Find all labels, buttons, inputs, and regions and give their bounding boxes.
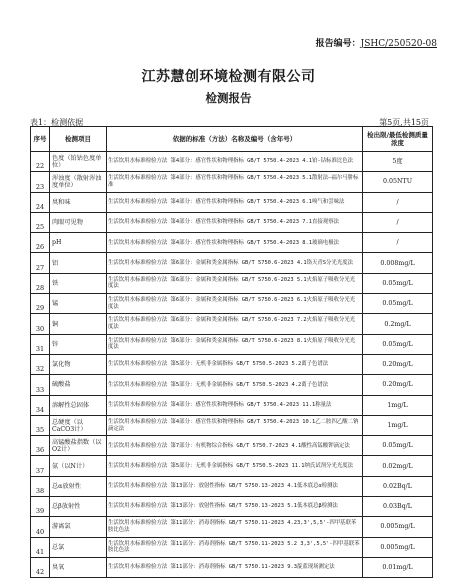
row-standard: 生活饮用水标准检验方法 第11部分：消毒剂指标 GB/T 5750.11-2023 9.3靛蓝现场测定法 <box>107 557 363 577</box>
table-row <box>31 537 433 557</box>
row-standard: 生活饮用水标准检验方法 第6部分：金属和类金属指标 GB/T 5750.6-2023 6.1火焰原子吸收分光光度法 <box>107 294 363 314</box>
row-limit: 1mg/L <box>363 415 433 435</box>
table-row <box>31 375 433 395</box>
row-limit: 0.05NTU <box>363 172 433 192</box>
header-item: 检测项目 <box>50 127 107 152</box>
row-standard: 生活饮用水标准检验方法 第6部分：金属和类金属指标 GB/T 5750.6-2023 4.1铬天青S分光光度法 <box>107 253 363 273</box>
row-item: 臭氧 <box>50 557 107 577</box>
row-index: 29 <box>31 294 50 314</box>
row-limit: 0.2mg/L <box>363 314 433 334</box>
row-index: 39 <box>31 497 50 517</box>
row-index: 31 <box>31 334 50 354</box>
row-limit: 0.01mg/L <box>363 557 433 577</box>
row-index: 38 <box>31 476 50 496</box>
row-standard: 生活饮用水标准检验方法 第13部分：放射性指标 GB/T 5750.13-2023 4.1低本底总α检测法 <box>107 476 363 496</box>
row-index: 40 <box>31 517 50 537</box>
table-row <box>31 395 433 415</box>
row-item: 溶解性总固体 <box>50 395 107 415</box>
row-limit: 0.20mg/L <box>363 354 433 374</box>
table-row <box>31 172 433 192</box>
row-index: 32 <box>31 354 50 374</box>
row-item: 游离氯 <box>50 517 107 537</box>
row-standard: 生活饮用水标准检验方法 第6部分：金属和类金属指标 GB/T 5750.6-2023 8.1火焰原子吸收分光光度法 <box>107 334 363 354</box>
row-item: 色度（铂钴色度单位） <box>50 152 107 172</box>
row-index: 37 <box>31 456 50 476</box>
detection-basis-table <box>30 126 433 578</box>
row-index: 27 <box>31 253 50 273</box>
row-limit: 0.02mg/L <box>363 456 433 476</box>
row-limit: / <box>363 212 433 232</box>
row-index: 28 <box>31 273 50 293</box>
row-item: 铜 <box>50 314 107 334</box>
row-item: 总硬度（以CaCO3计） <box>50 415 107 435</box>
row-standard: 生活饮用水标准检验方法 第4部分：感官性状和物理指标 GB/T 5750.4-2023 10.1乙二胺四乙酸二钠滴定法 <box>107 415 363 435</box>
row-index: 34 <box>31 395 50 415</box>
row-index: 23 <box>31 172 50 192</box>
row-standard: 生活饮用水标准检验方法 第4部分：感官性状和物理指标 GB/T 5750.4-2023 6.1嗅气和尝味法 <box>107 192 363 212</box>
row-index: 26 <box>31 233 50 253</box>
row-standard: 生活饮用水标准检验方法 第4部分：感官性状和物理指标 GB/T 5750.4-2023 4.1铂-钴标准比色法 <box>107 152 363 172</box>
row-item: 锌 <box>50 334 107 354</box>
row-item: 高锰酸盐指数（以O2计） <box>50 436 107 456</box>
row-standard: 生活饮用水标准检验方法 第4部分：感官性状和物理指标 GB/T 5750.4-2023 11.1称量法 <box>107 395 363 415</box>
row-item: 臭和味 <box>50 192 107 212</box>
table-row <box>31 212 433 232</box>
table-row <box>31 497 433 517</box>
row-limit: 0.05mg/L <box>363 273 433 293</box>
row-standard: 生活饮用水标准检验方法 第13部分：放射性指标 GB/T 5750.13-2023 5.1低本底总β检测法 <box>107 497 363 517</box>
row-standard: 生活饮用水标准检验方法 第4部分：感官性状和物理指标 GB/T 5750.4-2023 7.1直接观察法 <box>107 212 363 232</box>
row-index: 35 <box>31 415 50 435</box>
row-limit: 0.005mg/L <box>363 537 433 557</box>
row-standard: 生活饮用水标准检验方法 第11部分：消毒剂指标 GB/T 5750.11-2023 4.23,3',5,5'-四甲基联苯胺比色法 <box>107 517 363 537</box>
row-item: 硫酸盐 <box>50 375 107 395</box>
row-standard: 生活饮用水标准检验方法 第6部分：金属和类金属指标 GB/T 5750.6-2023 7.2火焰原子吸收分光光度法 <box>107 314 363 334</box>
header-standard: 依据的标准（方法）名称及编号（含年号） <box>107 127 363 152</box>
row-limit: / <box>363 192 433 212</box>
row-limit: 0.05mg/L <box>363 436 433 456</box>
header-index: 序号 <box>31 127 50 152</box>
row-standard: 生活饮用水标准检验方法 第11部分：消毒剂指标 GB/T 5750.11-2023 5.2 3,3',5,5'-四甲基联苯胺比色法 <box>107 537 363 557</box>
document-title: 检测报告 <box>205 91 252 105</box>
report-number-label: 报告编号： <box>315 39 361 49</box>
row-item: 总氯 <box>50 537 107 557</box>
row-item: 锰 <box>50 294 107 314</box>
table-row <box>31 314 433 334</box>
table-row <box>31 334 433 354</box>
row-limit: 0.20mg/L <box>363 375 433 395</box>
row-index: 24 <box>31 192 50 212</box>
row-limit: 5度 <box>363 152 433 172</box>
row-standard: 生活饮用水标准检验方法 第4部分：感官性状和物理指标 GB/T 5750.4-2023 5.1散射法—福尔马肼标准 <box>107 172 363 192</box>
row-standard: 生活饮用水标准检验方法 第5部分：无机非金属指标 GB/T 5750.5-2023 5.2离子色谱法 <box>107 354 363 374</box>
row-limit: 0.05mg/L <box>363 334 433 354</box>
table-row <box>31 354 433 374</box>
row-standard: 生活饮用水标准检验方法 第6部分：金属和类金属指标 GB/T 5750.6-2023 5.1火焰原子吸收分光光度法 <box>107 273 363 293</box>
row-index: 36 <box>31 436 50 456</box>
row-index: 42 <box>31 557 50 577</box>
table-row <box>31 273 433 293</box>
row-index: 41 <box>31 537 50 557</box>
row-standard: 生活饮用水标准检验方法 第7部分：有机物综合指标 GB/T 5750.7-2023 4.1酸性高锰酸钾滴定法 <box>107 436 363 456</box>
row-limit: 0.005mg/L <box>363 517 433 537</box>
table-row <box>31 436 433 456</box>
row-item: pH <box>50 233 107 253</box>
row-item: 铁 <box>50 273 107 293</box>
row-limit: 0.02Bq/L <box>363 476 433 496</box>
table-row <box>31 192 433 212</box>
company-name: 江苏慧创环境检测有限公司 <box>141 69 316 85</box>
table-row <box>31 517 433 537</box>
table-caption: 表1：检测依据 <box>30 118 84 127</box>
table-row <box>31 294 433 314</box>
table-row <box>31 557 433 577</box>
row-index: 22 <box>31 152 50 172</box>
table-row <box>31 415 433 435</box>
table-row <box>31 456 433 476</box>
row-item: 氯化物 <box>50 354 107 374</box>
table-row <box>31 476 433 496</box>
table-row <box>31 253 433 273</box>
row-item: 肉眼可见物 <box>50 212 107 232</box>
row-item: 总β放射性 <box>50 497 107 517</box>
table-row <box>31 233 433 253</box>
report-number <box>316 36 437 49</box>
row-index: 30 <box>31 314 50 334</box>
page-indicator: 第5页,共15页 <box>379 118 429 127</box>
row-item: 浑浊度（散射浑浊度单位） <box>50 172 107 192</box>
row-index: 33 <box>31 375 50 395</box>
row-standard: 生活饮用水标准检验方法 第4部分：感官性状和物理指标 GB/T 5750.4-2023 8.1玻璃电极法 <box>107 233 363 253</box>
row-standard: 生活饮用水标准检验方法 第5部分：无机非金属指标 GB/T 5750.5-2023 4.2离子色谱法 <box>107 375 363 395</box>
row-standard: 生活饮用水标准检验方法 第5部分：无机非金属指标 GB/T 5750.5-2023 11.1纳氏试剂分光光度法 <box>107 456 363 476</box>
row-limit: 0.03Bq/L <box>363 497 433 517</box>
row-limit: 0.008mg/L <box>363 253 433 273</box>
row-item: 铝 <box>50 253 107 273</box>
table-row <box>31 152 433 172</box>
row-item: 氨（以N计） <box>50 456 107 476</box>
row-limit: / <box>363 233 433 253</box>
row-limit: 1mg/L <box>363 395 433 415</box>
row-index: 25 <box>31 212 50 232</box>
table-header-row <box>31 127 433 152</box>
row-item: 总α放射性 <box>50 476 107 496</box>
row-limit: 0.05mg/L <box>363 294 433 314</box>
header-limit: 检出限/最低检测质量浓度 <box>363 127 433 152</box>
report-number-value: JSHC/250520-08 <box>360 39 437 49</box>
